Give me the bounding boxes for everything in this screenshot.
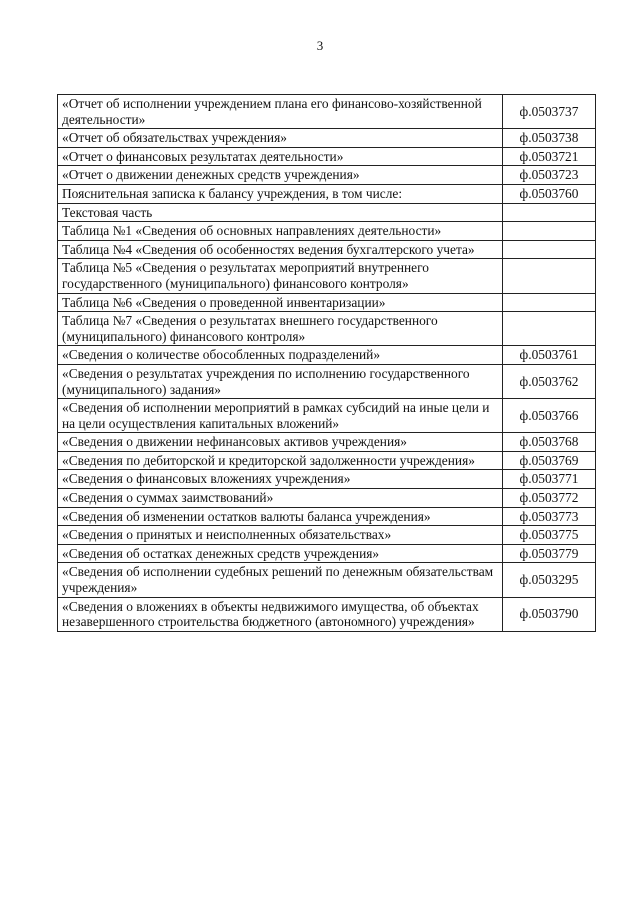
- table-row: [58, 346, 596, 365]
- form-name-cell: Таблица №5 «Сведения о результатах мероприятий внутреннего государственного (муниципального) финансового контроля»: [58, 259, 503, 293]
- form-code-cell: ф.0503790: [503, 597, 596, 631]
- table-row: [58, 507, 596, 526]
- form-code-cell: ф.0503760: [503, 184, 596, 203]
- form-code-cell: ф.0503723: [503, 166, 596, 185]
- form-name-cell: «Сведения о суммах заимствований»: [58, 489, 503, 508]
- table-row: [58, 451, 596, 470]
- form-code-cell: [503, 312, 596, 346]
- form-name-cell: «Отчет об обязательствах учреждения»: [58, 129, 503, 148]
- table-row: [58, 597, 596, 631]
- table-row: [58, 470, 596, 489]
- form-code-cell: [503, 259, 596, 293]
- form-name-cell: «Сведения об остатках денежных средств учреждения»: [58, 544, 503, 563]
- form-name-cell: Таблица №7 «Сведения о результатах внешнего государственного (муниципального) финансового контроля»: [58, 312, 503, 346]
- form-name-cell: Таблица №6 «Сведения о проведенной инвентаризации»: [58, 293, 503, 312]
- table-row: [58, 364, 596, 398]
- table-row: [58, 240, 596, 259]
- form-name-cell: Пояснительная записка к балансу учреждения, в том числе:: [58, 184, 503, 203]
- table-row: [58, 222, 596, 241]
- reporting-forms-table: [57, 94, 596, 632]
- form-name-cell: «Сведения о количестве обособленных подразделений»: [58, 346, 503, 365]
- table-row: [58, 184, 596, 203]
- table-row: [58, 312, 596, 346]
- table-row: [58, 293, 596, 312]
- form-name-cell: «Сведения о движении нефинансовых активов учреждения»: [58, 433, 503, 452]
- table-row: [58, 95, 596, 129]
- table-row: [58, 563, 596, 597]
- form-code-cell: ф.0503738: [503, 129, 596, 148]
- form-code-cell: ф.0503769: [503, 451, 596, 470]
- form-code-cell: ф.0503737: [503, 95, 596, 129]
- form-code-cell: ф.0503775: [503, 526, 596, 545]
- form-name-cell: «Сведения о принятых и неисполненных обязательствах»: [58, 526, 503, 545]
- form-code-cell: [503, 293, 596, 312]
- form-name-cell: «Сведения о вложениях в объекты недвижимого имущества, об объектах незавершенного строительства бюджетного (автономного) учреждения»: [58, 597, 503, 631]
- form-name-cell: «Сведения об изменении остатков валюты баланса учреждения»: [58, 507, 503, 526]
- table-row: [58, 399, 596, 433]
- form-code-cell: ф.0503721: [503, 147, 596, 166]
- form-code-cell: [503, 203, 596, 222]
- form-code-cell: ф.0503773: [503, 507, 596, 526]
- form-code-cell: ф.0503768: [503, 433, 596, 452]
- form-code-cell: ф.0503761: [503, 346, 596, 365]
- form-name-cell: «Сведения по дебиторской и кредиторской задолженности учреждения»: [58, 451, 503, 470]
- table-row: [58, 544, 596, 563]
- table-row: [58, 259, 596, 293]
- form-name-cell: «Сведения об исполнении мероприятий в рамках субсидий на иные цели и на цели осуществления капитальных вложений»: [58, 399, 503, 433]
- page-number: 3: [316, 38, 324, 53]
- form-name-cell: «Отчет об исполнении учреждением плана его финансово-хозяйственной деятельности»: [58, 95, 503, 129]
- table-row: [58, 526, 596, 545]
- table-row: [58, 129, 596, 148]
- form-code-cell: ф.0503762: [503, 364, 596, 398]
- form-code-cell: ф.0503772: [503, 489, 596, 508]
- table-row: [58, 203, 596, 222]
- table-row: [58, 489, 596, 508]
- form-name-cell: «Отчет о финансовых результатах деятельности»: [58, 147, 503, 166]
- form-name-cell: Текстовая часть: [58, 203, 503, 222]
- form-code-cell: ф.0503779: [503, 544, 596, 563]
- form-name-cell: «Сведения о результатах учреждения по исполнению государственного (муниципального) задания»: [58, 364, 503, 398]
- form-code-cell: ф.0503766: [503, 399, 596, 433]
- table-row: [58, 433, 596, 452]
- form-name-cell: «Отчет о движении денежных средств учреждения»: [58, 166, 503, 185]
- form-name-cell: «Сведения об исполнении судебных решений по денежным обязательствам учреждения»: [58, 563, 503, 597]
- form-name-cell: «Сведения о финансовых вложениях учреждения»: [58, 470, 503, 489]
- table-row: [58, 147, 596, 166]
- form-code-cell: ф.0503295: [503, 563, 596, 597]
- table-row: [58, 166, 596, 185]
- form-code-cell: [503, 240, 596, 259]
- form-code-cell: ф.0503771: [503, 470, 596, 489]
- form-name-cell: Таблица №1 «Сведения об основных направлениях деятельности»: [58, 222, 503, 241]
- form-name-cell: Таблица №4 «Сведения об особенностях ведения бухгалтерского учета»: [58, 240, 503, 259]
- form-code-cell: [503, 222, 596, 241]
